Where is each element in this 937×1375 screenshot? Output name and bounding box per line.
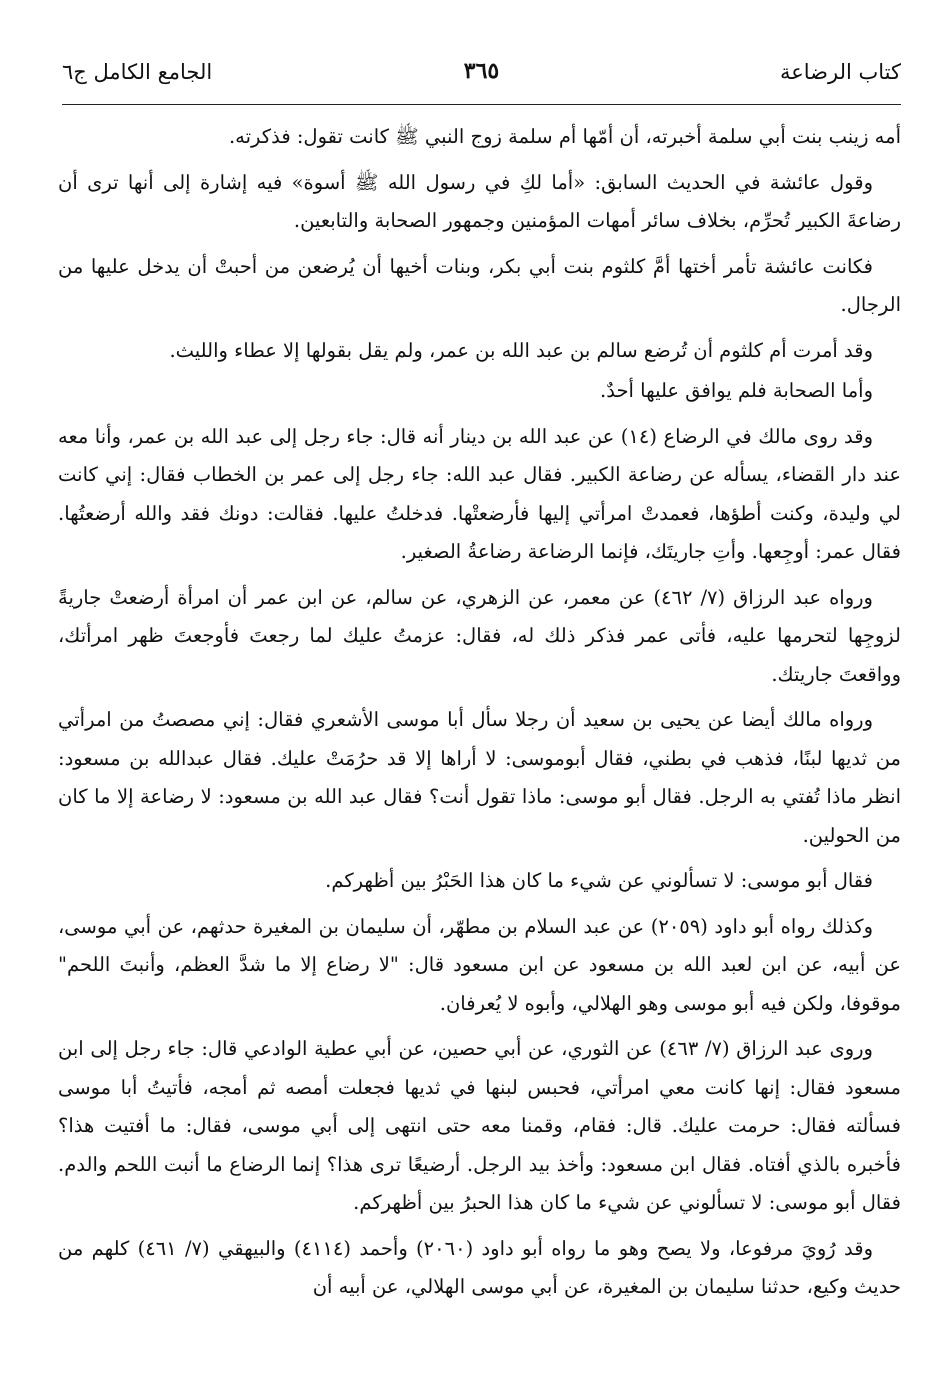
paragraph-6: وقد روى مالك في الرضاع (١٤) عن عبد الله بن دينار أنه قال: جاء رجل إلى عبد الله بن عمر، وأنا معه عند دار القضاء، يسأله عن رضاعة الكبير. فقال عبد الله: جاء رجل إلى عمر بن الخطاب فقال: إني كانت لي وليدة، وكنت أطؤها، فعمدتْ امرأتي إليها فأرضعتْها. فدخلتُ عليها. فقالت: دونك فقد والله أرضعتُها. فقال عمر: أوجِعها. وأتِ جاريتَك، فإنما الرضاعة رضاعةُ الصغير. <box>58 424 901 563</box>
paragraph-8: ورواه مالك أيضا عن يحيى بن سعيد أن رجلا سأل أبا موسى الأشعري فقال: إني مصصتُ من امرأتي من ثديها لبنًا، فذهب في بطني، فقال أبوموسى: لا أراها إلا قد حرُمَتْ عليك. فقال عبدالله بن مسعود: انظر ماذا تُفتي به الرجل. فقال أبو موسى: ماذا تقول أنت؟ فقال عبد الله بن مسعود: لا رضاعة إلا ما كان من الحولين. <box>58 708 901 847</box>
paragraph-9: فقال أبو موسى: لا تسألوني عن شيء ما كان هذا الحَبْرُ بين أظهركم. <box>325 869 873 892</box>
paragraph-11: وروى عبد الرزاق (٧/ ٤٦٣) عن الثوري، عن أبي حصين، عن أبي عطية الوادعي قال: جاء رجل إلى ابن مسعود فقال: إنها كانت معي امرأتي، فحبس لبنها في ثديها فجعلت أمصه ثم أمجه، فأتيتُ أبا موسى فسألته فقال: حرمت عليك. قال: فقام، وقمنا معه حتى انتهى إلى أبي موسى، فقال: ما أفتيت هذا؟ فأخبره بالذي أفتاه. فقال ابن مسعود: وأخذ بيد الرجل. أرضيعًا ترى هذا؟ إنما الرضاع ما أنبت اللحم والدم. فقال أبو موسى: لا تسألوني عن شيء ما كان هذا الحبرُ بين أظهركم. <box>58 1037 901 1214</box>
paragraph-4: وقد أمرت أم كلثوم أن تُرضع سالم بن عبد الله بن عمر، ولم يقل بقولها إلا عطاء والليث. <box>169 338 873 362</box>
paragraph-2: وقول عائشة في الحديث السابق: «أما لكِ في رسول الله ﷺ أسوة» فيه إشارة إلى أنها ترى أن رضاعةَ الكبير تُحرِّم، بخلاف سائر أمهات المؤمنين وجمهور الصحابة والتابعين. <box>58 170 901 232</box>
volume-title: الجامع الكامل ج٦ <box>62 60 213 84</box>
paragraph-7: ورواه عبد الرزاق (٧/ ٤٦٢) عن معمر، عن الزهري، عن سالم، عن ابن عمر أن امرأة أرضعتْ جاريةً لزوجِها لتحرمها عليه، فأتى عمر فذكر ذلك له، فقال: عزمتُ عليك لما رجعتَ فأوجعتَ ظهر امرأتك، وواقعتَ جاريتك. <box>58 585 901 686</box>
page-header <box>62 52 901 102</box>
page-body <box>58 118 901 1314</box>
paragraph-3: فكانت عائشة تأمر أختها أمَّ كلثوم بنت أبي بكر، وبنات أخيها أن يُرضعن من أحبتْ أن يدخل عليها من الرجال. <box>58 254 901 316</box>
paragraph-12: وقد رُويَ مرفوعا، ولا يصح وهو ما رواه أبو داود (٢٠٦٠) وأحمد (٤١١٤) والبيهقي (٧/ ٤٦١) كلهم من حديث وكيع، حدثنا سليمان بن المغيرة، عن أبي موسى الهلالي، عن أبيه أن <box>58 1236 901 1298</box>
header-rule <box>62 104 901 105</box>
paragraph-10: وكذلك رواه أبو داود (٢٠٥٩) عن عبد السلام بن مطهّر، أن سليمان بن المغيرة حدثهم، عن أبي موسى، عن أبيه، عن ابن لعبد الله بن مسعود عن ابن مسعود قال: "لا رضاع إلا ما شدَّ العظم، وأنبتَ اللحم" موقوفا، ولكن فيه أبو موسى وهو الهلالي، وأبوه لا يُعرفان. <box>58 914 901 1015</box>
page-number: ٣٦٥ <box>463 58 500 84</box>
book-title: كتاب الرضاعة <box>779 60 901 84</box>
paragraph-1: أمه زينب بنت أبي سلمة أخبرته، أن أمّها أم سلمة زوج النبي ﷺ كانت تقول: فذكرته. <box>228 125 901 148</box>
paragraph-5: وأما الصحابة فلم يوافق عليها أحدٌ. <box>600 379 873 402</box>
